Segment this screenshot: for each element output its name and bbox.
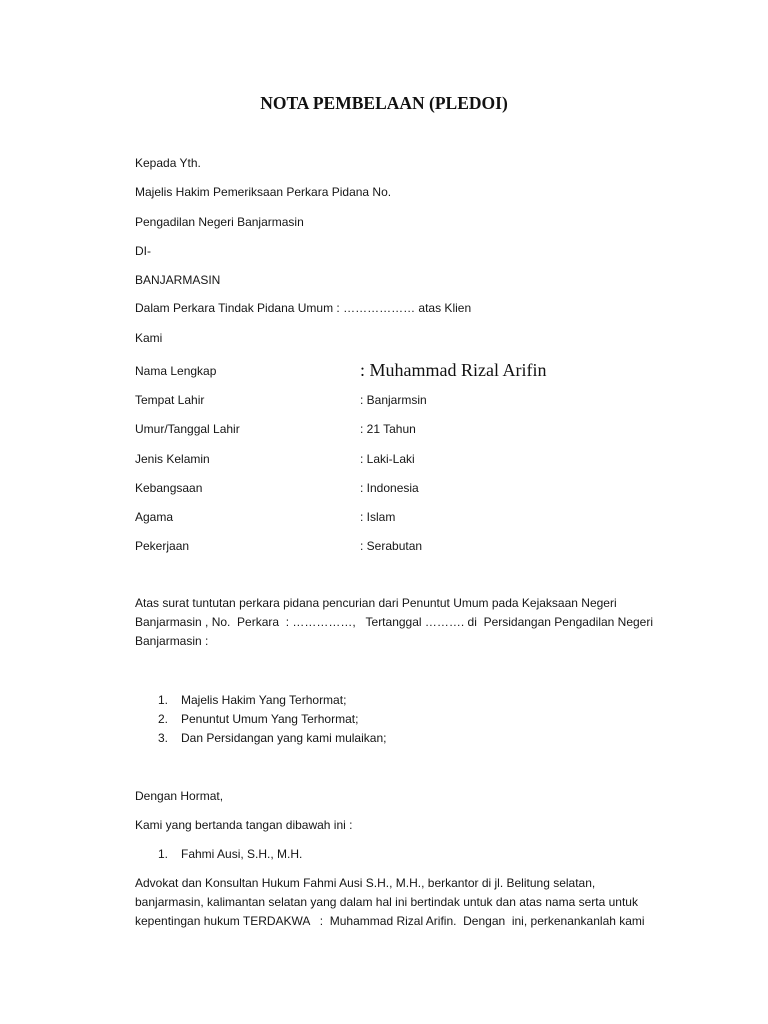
identity-value-kebangsaan: : Indonesia [360,481,419,495]
identity-label-nama-lengkap: Nama Lengkap [135,364,217,378]
addressee-item: Majelis Hakim Yang Terhormat; [181,693,347,707]
charge-paragraph-line: Banjarmasin : [135,634,209,648]
charge-paragraph-line: Atas surat tuntutan perkara pidana pencurian dari Penuntut Umum pada Kejaksaan Negeri [135,596,617,610]
identity-label-kebangsaan: Kebangsaan [135,481,203,495]
counsel-paragraph-line: kepentingan hukum TERDAKWA : Muhammad Rizal Arifin. Dengan ini, perkenankanlah kami [135,914,645,928]
counsel-paragraph-line: banjarmasin, kalimantan selatan yang dalam hal ini bertindak untuk dan atas nama serta untuk [135,895,638,909]
address-line-majelis: Majelis Hakim Pemeriksaan Perkara Pidana No. [135,185,392,199]
address-line-kepada: Kepada Yth. [135,156,201,170]
identity-label-agama: Agama [135,510,174,524]
addressee-number: 3. [158,731,169,745]
identity-value-nama-lengkap: : Muhammad Rizal Arifin [360,360,547,380]
identity-value-pekerjaan: : Serabutan [360,539,423,553]
kami-line: Kami [135,331,163,345]
charge-paragraph-line: Banjarmasin , No. Perkara : ……………, Tertanggal ………. di Persidangan Pengadilan Negeri [135,615,654,629]
address-line-city: BANJARMASIN [135,273,221,287]
signatory-name: Fahmi Ausi, S.H., M.H. [181,847,303,861]
identity-value-umur: : 21 Tahun [360,422,416,436]
signatory-intro: Kami yang bertanda tangan dibawah ini : [135,818,353,832]
identity-value-tempat-lahir: : Banjarmsin [360,393,427,407]
signatory-number: 1. [158,847,169,861]
identity-value-agama: : Islam [360,510,396,524]
greeting: Dengan Hormat, [135,789,224,803]
identity-label-umur: Umur/Tanggal Lahir [135,422,240,436]
identity-label-jenis-kelamin: Jenis Kelamin [135,452,210,466]
addressee-item: Dan Persidangan yang kami mulaikan; [181,731,387,745]
identity-value-jenis-kelamin: : Laki-Laki [360,452,415,466]
addressee-item: Penuntut Umum Yang Terhormat; [181,712,359,726]
identity-label-tempat-lahir: Tempat Lahir [135,393,205,407]
addressee-number: 1. [158,693,169,707]
identity-label-pekerjaan: Pekerjaan [135,539,190,553]
address-line-di: DI- [135,244,151,258]
document-title: NOTA PEMBELAAN (PLEDOI) [260,93,508,113]
counsel-paragraph-line: Advokat dan Konsultan Hukum Fahmi Ausi S.H., M.H., berkantor di jl. Belitung selatan, [135,876,596,890]
addressee-number: 2. [158,712,169,726]
address-line-pengadilan: Pengadilan Negeri Banjarmasin [135,215,304,229]
case-reference-line: Dalam Perkara Tindak Pidana Umum : ……………… atas Klien [135,301,472,315]
